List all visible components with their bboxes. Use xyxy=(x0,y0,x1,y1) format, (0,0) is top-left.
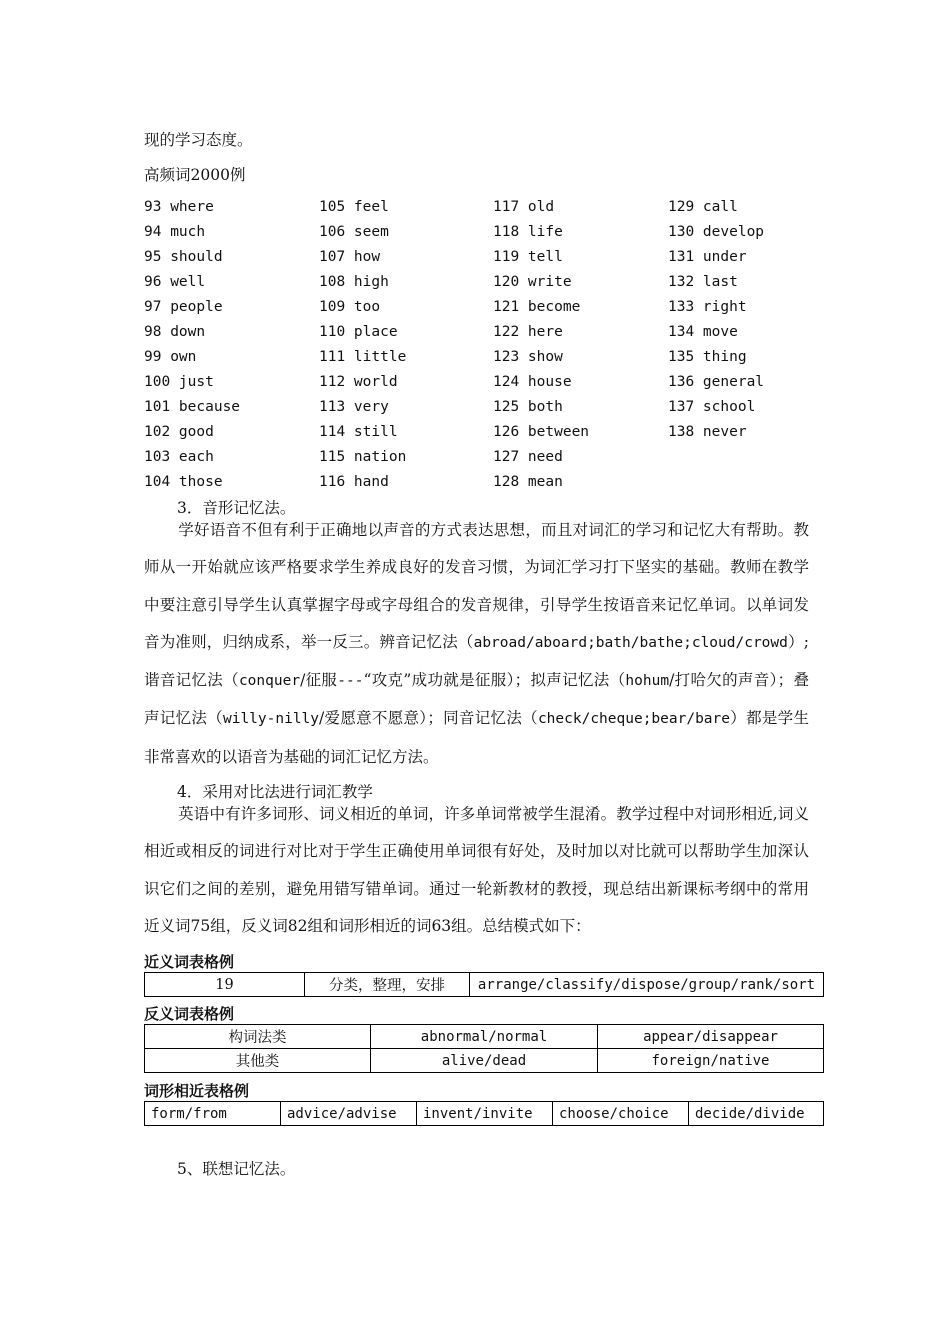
synonym-table xyxy=(144,972,824,997)
para-text: 英语中有许多词形、词义相近的单词，许多单词常被学生混淆。教学过程中对词形相近,词义相近或相反的词进行对比对于学生正确使用单词很有好处，及时加以对比就可以帮助学生加深认识它们之间的差别，避免用错写错单词。通过一轮新教材的教授，现总结出新课标考纲中的常用近义词75组，反义词82组和词形相近的词63组。总结模式如下： xyxy=(144,805,809,935)
word-item: 125 both xyxy=(493,399,563,415)
section-3-paragraph xyxy=(144,512,809,776)
word-item: 116 hand xyxy=(319,474,389,490)
table-cell: 19 xyxy=(145,973,305,997)
intro-line: 现的学习态度。 xyxy=(144,131,253,149)
word-item: 94 much xyxy=(144,224,206,240)
word-item: 106 seem xyxy=(319,224,389,240)
word-item: 118 life xyxy=(493,224,563,240)
similar-form-table xyxy=(144,1101,824,1126)
word-item: 120 write xyxy=(493,274,572,290)
antonym-table xyxy=(144,1024,824,1073)
section-4-heading: 4．采用对比法进行词汇教学 xyxy=(177,783,373,801)
word-item: 132 last xyxy=(668,274,738,290)
para-text: “攻克”成功就是征服）；拟声记忆法（ xyxy=(363,671,626,690)
word-item: 102 good xyxy=(144,424,214,440)
section-4-paragraph xyxy=(144,796,809,945)
word-item: 114 still xyxy=(319,424,398,440)
word-column-3 xyxy=(493,199,668,499)
word-item: 104 those xyxy=(144,474,223,490)
table-cell: choose/choice xyxy=(553,1102,689,1126)
word-item: 137 school xyxy=(668,399,756,415)
word-item: 112 world xyxy=(319,374,398,390)
para-text: /爱愿意不愿意）；同音记忆法（ xyxy=(319,709,538,728)
word-item: 107 how xyxy=(319,249,381,265)
para-text: 学好语音不但有利于正确地以声音的方式表达思想，而且对词汇的学习和记忆大有帮助。教师从一开始就应该严格要求学生养成良好的发音习惯，为词汇学习打下坚实的基础。教师在教学中要注意引导学生认真掌握字母或字母组合的发音规律，引导学生按语音来记忆单词。以单词发音为准则，归纳成系，举一反三。辨音记忆法（ xyxy=(144,521,809,651)
word-item: 95 should xyxy=(144,249,223,265)
word-item: 134 move xyxy=(668,324,738,340)
word-item: 128 mean xyxy=(493,474,563,490)
word-item: 138 never xyxy=(668,424,747,440)
table-cell: 其他类 xyxy=(145,1049,371,1073)
word-item: 103 each xyxy=(144,449,214,465)
table-cell: alive/dead xyxy=(371,1049,598,1073)
word-item: 133 right xyxy=(668,299,747,315)
word-item: 113 very xyxy=(319,399,389,415)
table-cell: 分类，整理，安排 xyxy=(305,973,470,997)
word-item: 123 show xyxy=(493,349,563,365)
word-list-title: 高频词2000例 xyxy=(144,166,246,184)
word-item: 129 call xyxy=(668,199,738,215)
para-text: ）;谐音记忆法（ xyxy=(144,632,809,690)
table-cell: 构词法类 xyxy=(145,1025,371,1049)
para-mono: --- xyxy=(337,673,364,690)
word-item: 97 people xyxy=(144,299,223,315)
word-item: 115 nation xyxy=(319,449,407,465)
word-item: 108 high xyxy=(319,274,389,290)
word-item: 101 because xyxy=(144,399,241,415)
word-item: 119 tell xyxy=(493,249,563,265)
table-row xyxy=(145,973,824,997)
table-row xyxy=(145,1102,824,1126)
para-mono: check/cheque;bear/bare xyxy=(537,711,730,728)
para-mono: willy-nilly xyxy=(222,711,320,728)
table-cell: form/from xyxy=(145,1102,281,1126)
word-item: 105 feel xyxy=(319,199,389,215)
para-mono: hohum xyxy=(625,673,670,690)
word-column-2 xyxy=(319,199,494,499)
para-text: ）都是学生非常喜欢的以语音为基础的词汇记忆方法。 xyxy=(144,709,809,766)
word-item: 109 too xyxy=(319,299,381,315)
word-item: 98 down xyxy=(144,324,206,340)
word-item: 127 need xyxy=(493,449,563,465)
word-item: 117 old xyxy=(493,199,555,215)
para-text: /征服 xyxy=(300,671,338,690)
table-cell: abnormal/normal xyxy=(371,1025,598,1049)
word-item: 96 well xyxy=(144,274,206,290)
word-item: 130 develop xyxy=(668,224,765,240)
word-item: 136 general xyxy=(668,374,765,390)
word-item: 93 where xyxy=(144,199,214,215)
para-text: /打哈欠的声音）；叠声记忆法（ xyxy=(144,671,809,728)
table-cell: invent/invite xyxy=(417,1102,553,1126)
para-mono: conquer xyxy=(238,673,301,690)
table-row xyxy=(145,1025,824,1049)
word-item: 99 own xyxy=(144,349,197,365)
word-item: 131 under xyxy=(668,249,747,265)
word-item: 111 little xyxy=(319,349,407,365)
table-cell: foreign/native xyxy=(598,1049,824,1073)
word-item: 122 here xyxy=(493,324,563,340)
word-column-4 xyxy=(668,199,843,449)
table-cell: advice/advise xyxy=(281,1102,417,1126)
word-item: 124 house xyxy=(493,374,572,390)
word-item: 110 place xyxy=(319,324,398,340)
para-mono: abroad/aboard;bath/bathe;cloud/crowd xyxy=(473,634,788,651)
word-item: 121 become xyxy=(493,299,581,315)
table-row xyxy=(145,1049,824,1073)
word-item: 100 just xyxy=(144,374,214,390)
section-5-heading: 5、联想记忆法。 xyxy=(177,1160,296,1178)
table-cell: arrange/classify/dispose/group/rank/sort xyxy=(470,973,824,997)
similar-form-table-caption: 词形相近表格例 xyxy=(144,1082,250,1100)
word-item: 126 between xyxy=(493,424,590,440)
word-item: 135 thing xyxy=(668,349,747,365)
synonym-table-caption: 近义词表格例 xyxy=(144,953,235,971)
table-cell: decide/divide xyxy=(689,1102,824,1126)
table-cell: appear/disappear xyxy=(598,1025,824,1049)
word-column-1 xyxy=(144,199,319,499)
antonym-table-caption: 反义词表格例 xyxy=(144,1005,235,1023)
section-3-heading: 3．音形记忆法。 xyxy=(177,499,296,517)
